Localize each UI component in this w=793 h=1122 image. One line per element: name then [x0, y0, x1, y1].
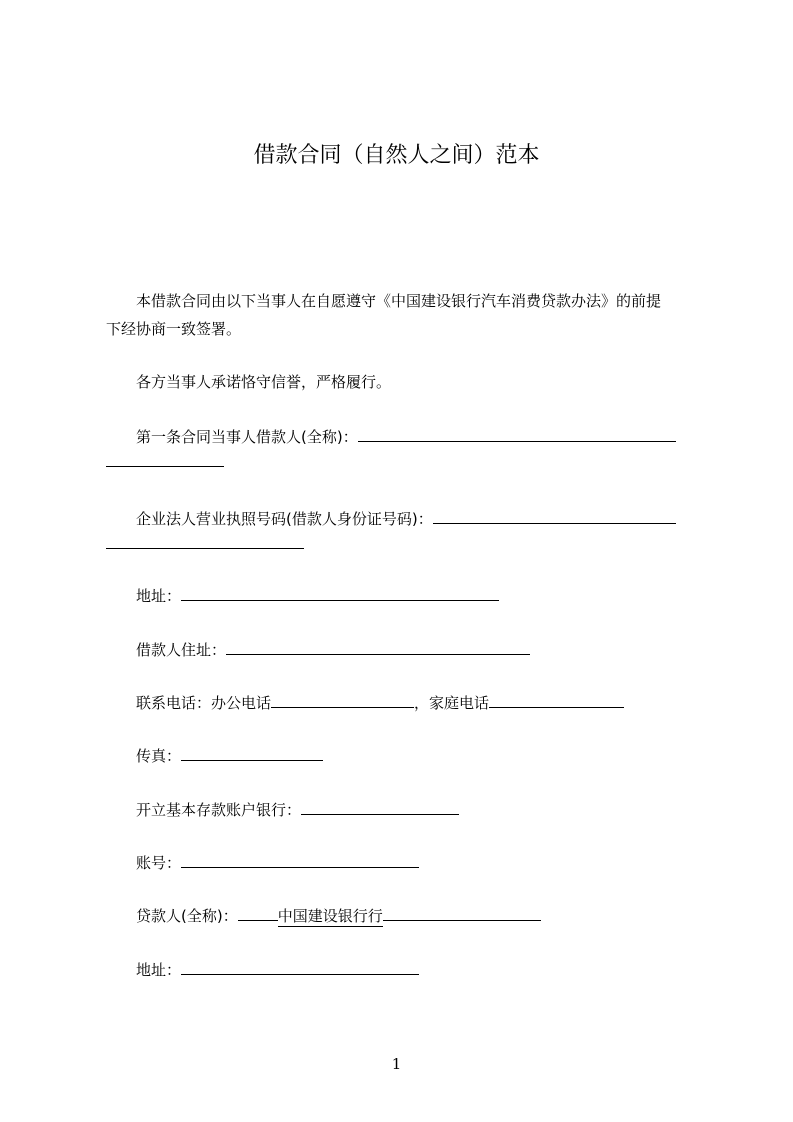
bank-line — [136, 798, 459, 820]
address-blank[interactable] — [181, 584, 499, 601]
borrower-name-line-cont — [106, 450, 224, 472]
residence-line — [136, 638, 530, 660]
intro-line-2 — [106, 319, 241, 339]
license-line — [136, 507, 676, 529]
lender-name: 中国建设银行行 — [277, 907, 383, 925]
bank-blank[interactable] — [301, 798, 459, 815]
intro-line-1 — [136, 291, 661, 311]
lender-address-line — [136, 958, 419, 980]
residence-blank[interactable] — [226, 638, 530, 655]
borrower-name-blank-cont[interactable] — [106, 450, 224, 467]
borrower-name-label: 第一条合同当事人借款人(全称)： — [136, 428, 358, 446]
lender-blank-pre[interactable] — [238, 904, 278, 921]
fax-line — [136, 744, 323, 766]
borrower-name-blank[interactable] — [358, 425, 676, 442]
fax-label: 传真： — [136, 747, 182, 765]
address-label: 地址： — [136, 587, 182, 605]
home-phone-label: ，家庭电话 — [414, 694, 490, 712]
fax-blank[interactable] — [181, 744, 323, 761]
residence-label: 借款人住址： — [136, 641, 227, 659]
account-line — [136, 851, 419, 873]
address-line — [136, 584, 499, 606]
intro-text-2: 下经协商一致签署。 — [106, 320, 242, 338]
license-blank[interactable] — [433, 507, 676, 524]
office-phone-label: 联系电话：办公电话 — [136, 694, 272, 712]
license-label: 企业法人营业执照号码(借款人身份证号码)： — [136, 510, 433, 528]
promise-line — [136, 372, 391, 392]
license-line-cont — [106, 532, 304, 554]
lender-blank-post[interactable] — [383, 904, 541, 921]
license-blank-cont[interactable] — [106, 532, 304, 549]
lender-line — [136, 904, 541, 926]
intro-text-1: 本借款合同由以下当事人在自愿遵守《中国建设银行汽车消费贷款办法》的前提 — [136, 292, 662, 310]
document-title: 借款合同（自然人之间）范本 — [253, 143, 540, 168]
lender-address-blank[interactable] — [181, 958, 419, 975]
account-label: 账号： — [136, 854, 182, 872]
office-phone-blank[interactable] — [271, 691, 414, 708]
lender-address-label: 地址： — [136, 961, 182, 979]
promise-text: 各方当事人承诺恪守信誉，严格履行。 — [136, 373, 392, 391]
bank-label: 开立基本存款账户银行： — [136, 801, 302, 819]
account-blank[interactable] — [181, 851, 419, 868]
page-number: 1 — [391, 1055, 402, 1073]
home-phone-blank[interactable] — [489, 691, 624, 708]
borrower-name-line — [136, 425, 676, 447]
lender-label: 贷款人(全称)： — [136, 907, 238, 925]
phone-line — [136, 691, 624, 713]
